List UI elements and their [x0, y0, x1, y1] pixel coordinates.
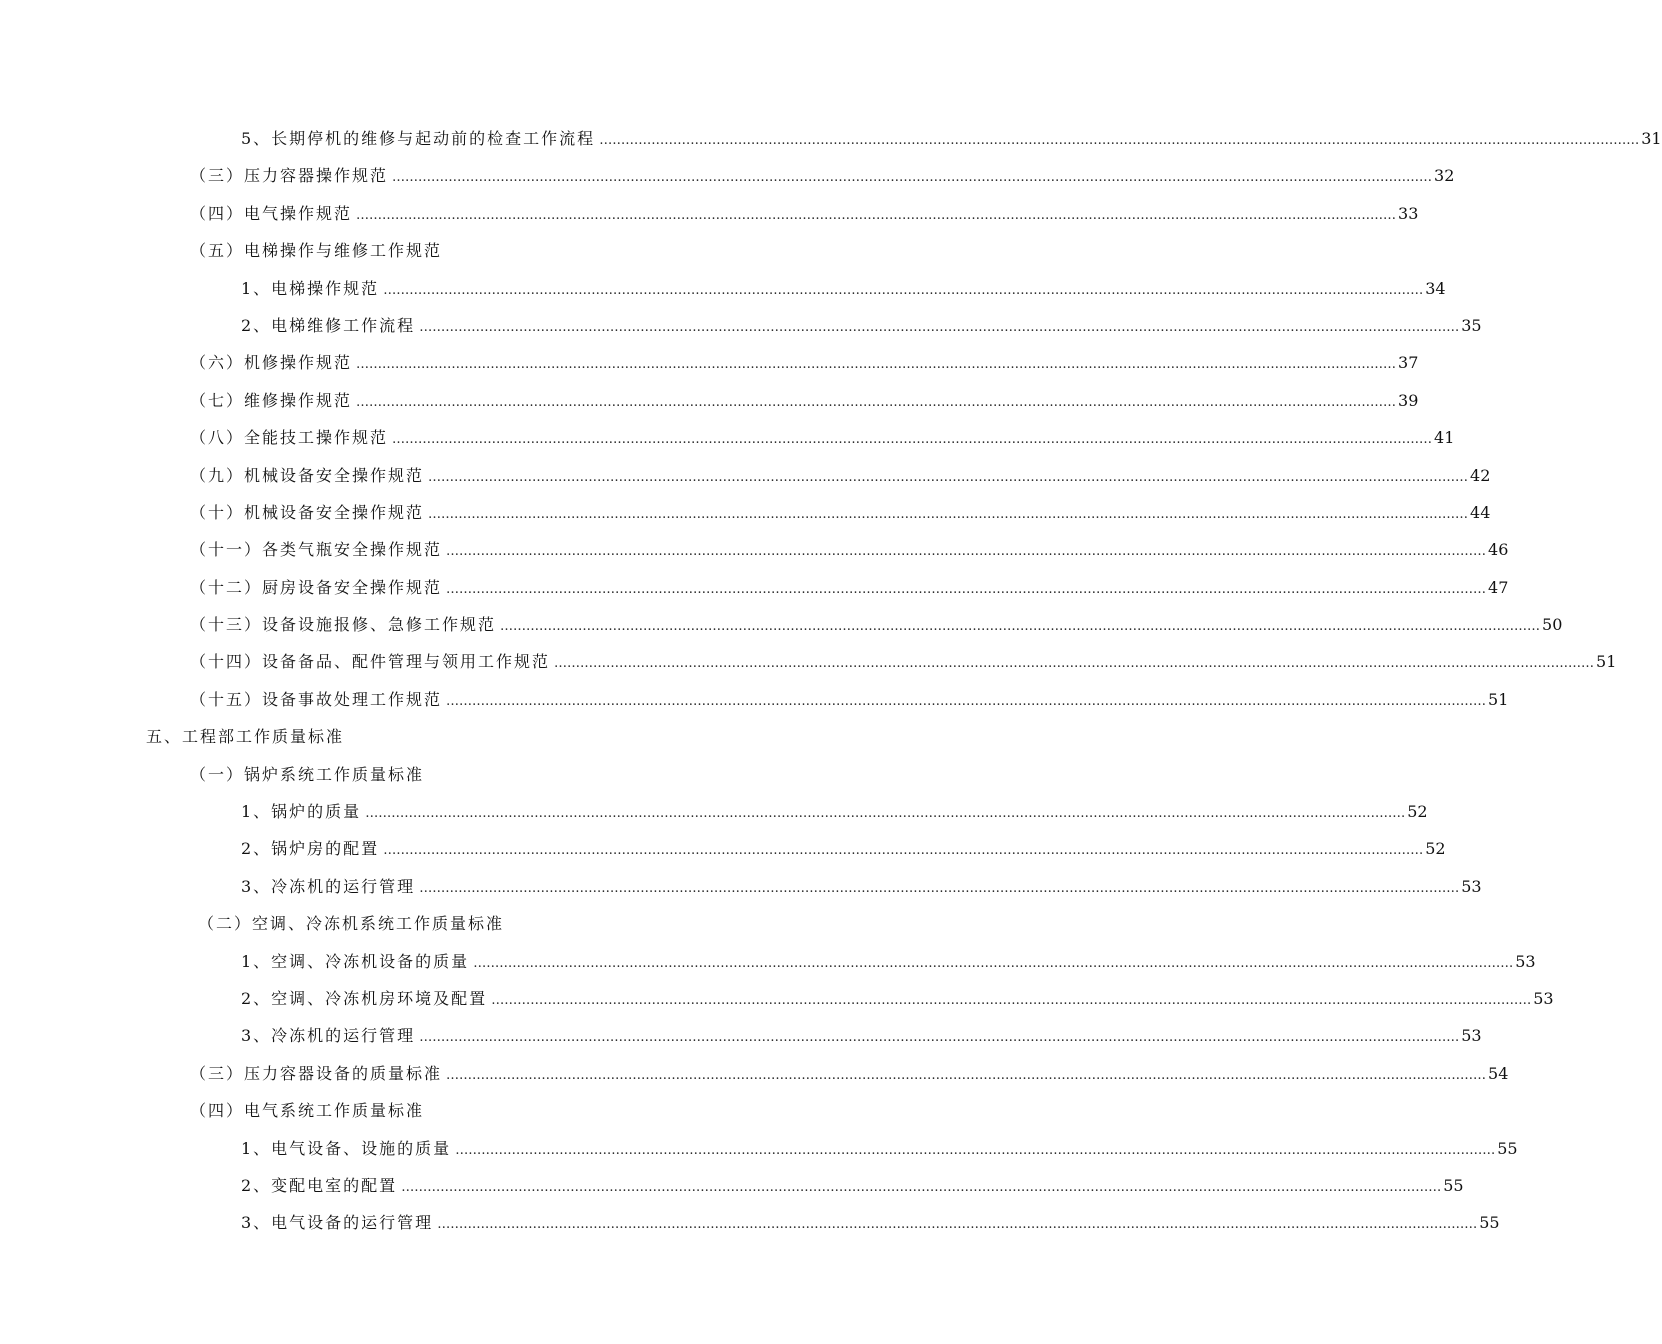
- toc-page-number: 52: [1407, 802, 1428, 822]
- toc-entry[interactable]: [0, 420, 1455, 457]
- toc-entry-title: （四）电气操作规范: [190, 203, 353, 223]
- toc-page-number: 53: [1461, 1026, 1482, 1046]
- toc-entry-title: 1、空调、冷冻机设备的质量: [241, 951, 470, 971]
- toc-entry-title: （十）机械设备安全操作规范: [190, 502, 425, 522]
- toc-page-number: 42: [1470, 465, 1491, 485]
- toc-entry-line: [190, 576, 1509, 600]
- toc-entry[interactable]: [0, 495, 1491, 532]
- toc-entry-line: [190, 239, 442, 263]
- toc-entry[interactable]: [0, 196, 1419, 233]
- toc-entry-line: [241, 1174, 1464, 1198]
- toc-leader-dots: ……………………………………………………………………………………………………………………………………………………………………………………………………………………: [554, 656, 1595, 672]
- toc-entry-line: [241, 1137, 1518, 1161]
- toc-entry-title: （十二）厨房设备安全操作规范: [190, 577, 443, 597]
- toc-leader-dots: ……………………………………………………………………………………………………………………………………………………………………………………………………………………: [419, 319, 1460, 335]
- toc-entry-line: [146, 725, 344, 749]
- toc-entry[interactable]: [0, 906, 950, 943]
- toc-entry[interactable]: [0, 532, 1509, 569]
- toc-leader-dots: ……………………………………………………………………………………………………………………………………………………………………………………………………………………: [383, 282, 1424, 298]
- toc-entry-title: 1、锅炉的质量: [241, 802, 362, 822]
- toc-entry-title: （四）电气系统工作质量标准: [190, 1101, 425, 1121]
- toc-entry-line: [241, 837, 1446, 861]
- toc-entry-line: [241, 987, 1554, 1011]
- table-of-contents: [0, 121, 1662, 1243]
- toc-entry-title: 2、电梯维修工作流程: [241, 315, 416, 335]
- toc-page-number: 34: [1425, 278, 1446, 298]
- toc-leader-dots: ……………………………………………………………………………………………………………………………………………………………………………………………………………………: [356, 357, 1397, 373]
- toc-leader-dots: ……………………………………………………………………………………………………………………………………………………………………………………………………………………: [392, 432, 1433, 448]
- toc-entry-line: [241, 1024, 1482, 1048]
- toc-entry[interactable]: [0, 121, 1662, 158]
- toc-leader-dots: ……………………………………………………………………………………………………………………………………………………………………………………………………………………: [401, 1179, 1442, 1195]
- toc-entry-title: 1、电气设备、设施的质量: [241, 1138, 452, 1158]
- toc-page-number: 52: [1425, 839, 1446, 859]
- toc-leader-dots: ……………………………………………………………………………………………………………………………………………………………………………………………………………………: [446, 693, 1487, 709]
- toc-leader-dots: ……………………………………………………………………………………………………………………………………………………………………………………………………………………: [428, 506, 1469, 522]
- toc-entry-line: [190, 613, 1563, 637]
- toc-entry-title: 2、空调、冷冻机房环境及配置: [241, 988, 488, 1008]
- toc-entry[interactable]: [0, 1056, 1509, 1093]
- toc-entry-title: 1、电梯操作规范: [241, 278, 380, 298]
- toc-entry[interactable]: [0, 1018, 1482, 1055]
- toc-entry-line: [241, 277, 1446, 301]
- toc-leader-dots: ……………………………………………………………………………………………………………………………………………………………………………………………………………………: [383, 843, 1424, 859]
- toc-entry-title: 5、长期停机的维修与起动前的检查工作流程: [241, 129, 596, 148]
- toc-entry-title: （十五）设备事故处理工作规范: [190, 689, 443, 709]
- toc-entry[interactable]: [0, 644, 1617, 681]
- toc-entry-line: [241, 800, 1428, 824]
- toc-entry[interactable]: [0, 607, 1563, 644]
- toc-entry[interactable]: [0, 345, 1419, 382]
- toc-entry[interactable]: [0, 1205, 1500, 1242]
- toc-entry-line: [190, 501, 1491, 525]
- toc-entry[interactable]: [0, 981, 1554, 1018]
- toc-entry-title: （六）机修操作规范: [190, 353, 353, 373]
- toc-entry-title: （三）压力容器设备的质量标准: [190, 1063, 443, 1083]
- toc-page-number: 32: [1434, 166, 1455, 186]
- toc-page-number: 53: [1461, 876, 1482, 896]
- toc-entry-line: [198, 912, 504, 936]
- toc-entry-title: 2、锅炉房的配置: [241, 839, 380, 859]
- toc-entry-title: （八）全能技工操作规范: [190, 428, 389, 448]
- toc-entry[interactable]: [0, 1093, 950, 1130]
- toc-entry-line: [190, 426, 1455, 450]
- toc-entry[interactable]: [0, 233, 950, 270]
- toc-entry-line: [190, 389, 1419, 413]
- toc-entry-line: [241, 127, 1662, 151]
- toc-page-number: 47: [1488, 577, 1509, 597]
- toc-leader-dots: ……………………………………………………………………………………………………………………………………………………………………………………………………………………: [419, 1030, 1460, 1046]
- toc-entry-line: [241, 1211, 1500, 1235]
- toc-page-number: 53: [1533, 988, 1554, 1008]
- toc-entry[interactable]: [0, 682, 1509, 719]
- toc-entry-line: [190, 763, 424, 787]
- toc-entry[interactable]: [0, 271, 1446, 308]
- toc-entry-title: （二）空调、冷冻机系统工作质量标准: [198, 914, 505, 934]
- toc-leader-dots: ……………………………………………………………………………………………………………………………………………………………………………………………………………………: [437, 1217, 1478, 1233]
- toc-page-number: 53: [1515, 951, 1536, 971]
- toc-entry[interactable]: [0, 869, 1482, 906]
- toc-entry[interactable]: [0, 1131, 1518, 1168]
- toc-entry-title: （七）维修操作规范: [190, 390, 353, 410]
- toc-entry[interactable]: [0, 757, 950, 794]
- toc-page-number: 51: [1596, 652, 1617, 672]
- toc-page-number: 31: [1641, 129, 1662, 148]
- toc-leader-dots: ……………………………………………………………………………………………………………………………………………………………………………………………………………………: [392, 170, 1433, 186]
- toc-entry-title: （十一）各类气瓶安全操作规范: [190, 540, 443, 560]
- toc-page-number: 46: [1488, 540, 1509, 560]
- toc-entry-line: [190, 1099, 424, 1123]
- toc-entry-title: （十三）设备设施报修、急修工作规范: [190, 615, 497, 635]
- toc-entry[interactable]: [0, 383, 1419, 420]
- toc-entry-line: [190, 464, 1491, 488]
- toc-entry[interactable]: [0, 458, 1491, 495]
- toc-entry-title: 2、变配电室的配置: [241, 1175, 398, 1195]
- toc-page-number: 55: [1497, 1138, 1518, 1158]
- toc-entry-line: [241, 314, 1482, 338]
- toc-entry-line: [190, 1062, 1509, 1086]
- toc-entry[interactable]: [0, 570, 1509, 607]
- toc-leader-dots: ……………………………………………………………………………………………………………………………………………………………………………………………………………………: [365, 806, 1406, 822]
- toc-page-number: 55: [1479, 1213, 1500, 1233]
- toc-entry-line: [190, 538, 1509, 562]
- toc-entry-line: [190, 351, 1419, 375]
- toc-entry-title: （一）锅炉系统工作质量标准: [190, 764, 425, 784]
- toc-leader-dots: ……………………………………………………………………………………………………………………………………………………………………………………………………………………: [428, 469, 1469, 485]
- toc-entry-title: 3、电气设备的运行管理: [241, 1213, 434, 1233]
- toc-entry-title: （九）机械设备安全操作规范: [190, 465, 425, 485]
- toc-leader-dots: ……………………………………………………………………………………………………………………………………………………………………………………………………………………: [356, 394, 1397, 410]
- toc-entry[interactable]: [0, 158, 1455, 195]
- toc-entry[interactable]: [0, 308, 1482, 345]
- toc-entry[interactable]: [0, 944, 1536, 981]
- toc-leader-dots: ……………………………………………………………………………………………………………………………………………………………………………………………………………………: [446, 1067, 1487, 1083]
- toc-leader-dots: ……………………………………………………………………………………………………………………………………………………………………………………………………………………: [473, 955, 1514, 971]
- toc-leader-dots: ……………………………………………………………………………………………………………………………………………………………………………………………………………………: [356, 207, 1397, 223]
- toc-page-number: 33: [1398, 203, 1419, 223]
- toc-entry-title: （五）电梯操作与维修工作规范: [190, 241, 443, 261]
- toc-entry[interactable]: [0, 719, 950, 756]
- toc-entry[interactable]: [0, 1168, 1464, 1205]
- toc-leader-dots: ……………………………………………………………………………………………………………………………………………………………………………………………………………………: [419, 880, 1460, 896]
- toc-entry-title: （三）压力容器操作规范: [190, 166, 389, 186]
- toc-page-number: 41: [1434, 428, 1455, 448]
- toc-page-number: 39: [1398, 390, 1419, 410]
- toc-page-number: 37: [1398, 353, 1419, 373]
- toc-leader-dots: ……………………………………………………………………………………………………………………………………………………………………………………………………………………: [500, 619, 1541, 635]
- toc-page-number: 54: [1488, 1063, 1509, 1083]
- toc-entry-line: [241, 875, 1482, 899]
- toc-entry-title: （十四）设备备品、配件管理与领用工作规范: [190, 652, 551, 672]
- toc-leader-dots: ……………………………………………………………………………………………………………………………………………………………………………………………………………………: [446, 581, 1487, 597]
- toc-entry-title: 3、冷冻机的运行管理: [241, 1026, 416, 1046]
- toc-page-number: 51: [1488, 689, 1509, 709]
- toc-entry-line: [190, 650, 1617, 674]
- toc-entry-title: 五、工程部工作质量标准: [146, 727, 345, 747]
- toc-entry-line: [190, 688, 1509, 712]
- toc-entry-title: 3、冷冻机的运行管理: [241, 876, 416, 896]
- toc-page-number: 35: [1461, 315, 1482, 335]
- toc-page-number: 55: [1443, 1175, 1464, 1195]
- toc-page-number: 44: [1470, 502, 1491, 522]
- toc-leader-dots: ……………………………………………………………………………………………………………………………………………………………………………………………………………………: [491, 992, 1532, 1008]
- toc-leader-dots: ……………………………………………………………………………………………………………………………………………………………………………………………………………………: [446, 544, 1487, 560]
- toc-leader-dots: ……………………………………………………………………………………………………………………………………………………………………………………………………………………: [599, 133, 1640, 148]
- toc-entry-line: [190, 202, 1419, 226]
- toc-page-number: 50: [1542, 615, 1563, 635]
- toc-entry-line: [241, 950, 1536, 974]
- toc-entry[interactable]: [0, 794, 1428, 831]
- toc-entry-line: [190, 164, 1455, 188]
- toc-leader-dots: ……………………………………………………………………………………………………………………………………………………………………………………………………………………: [455, 1142, 1496, 1158]
- toc-entry[interactable]: [0, 831, 1446, 868]
